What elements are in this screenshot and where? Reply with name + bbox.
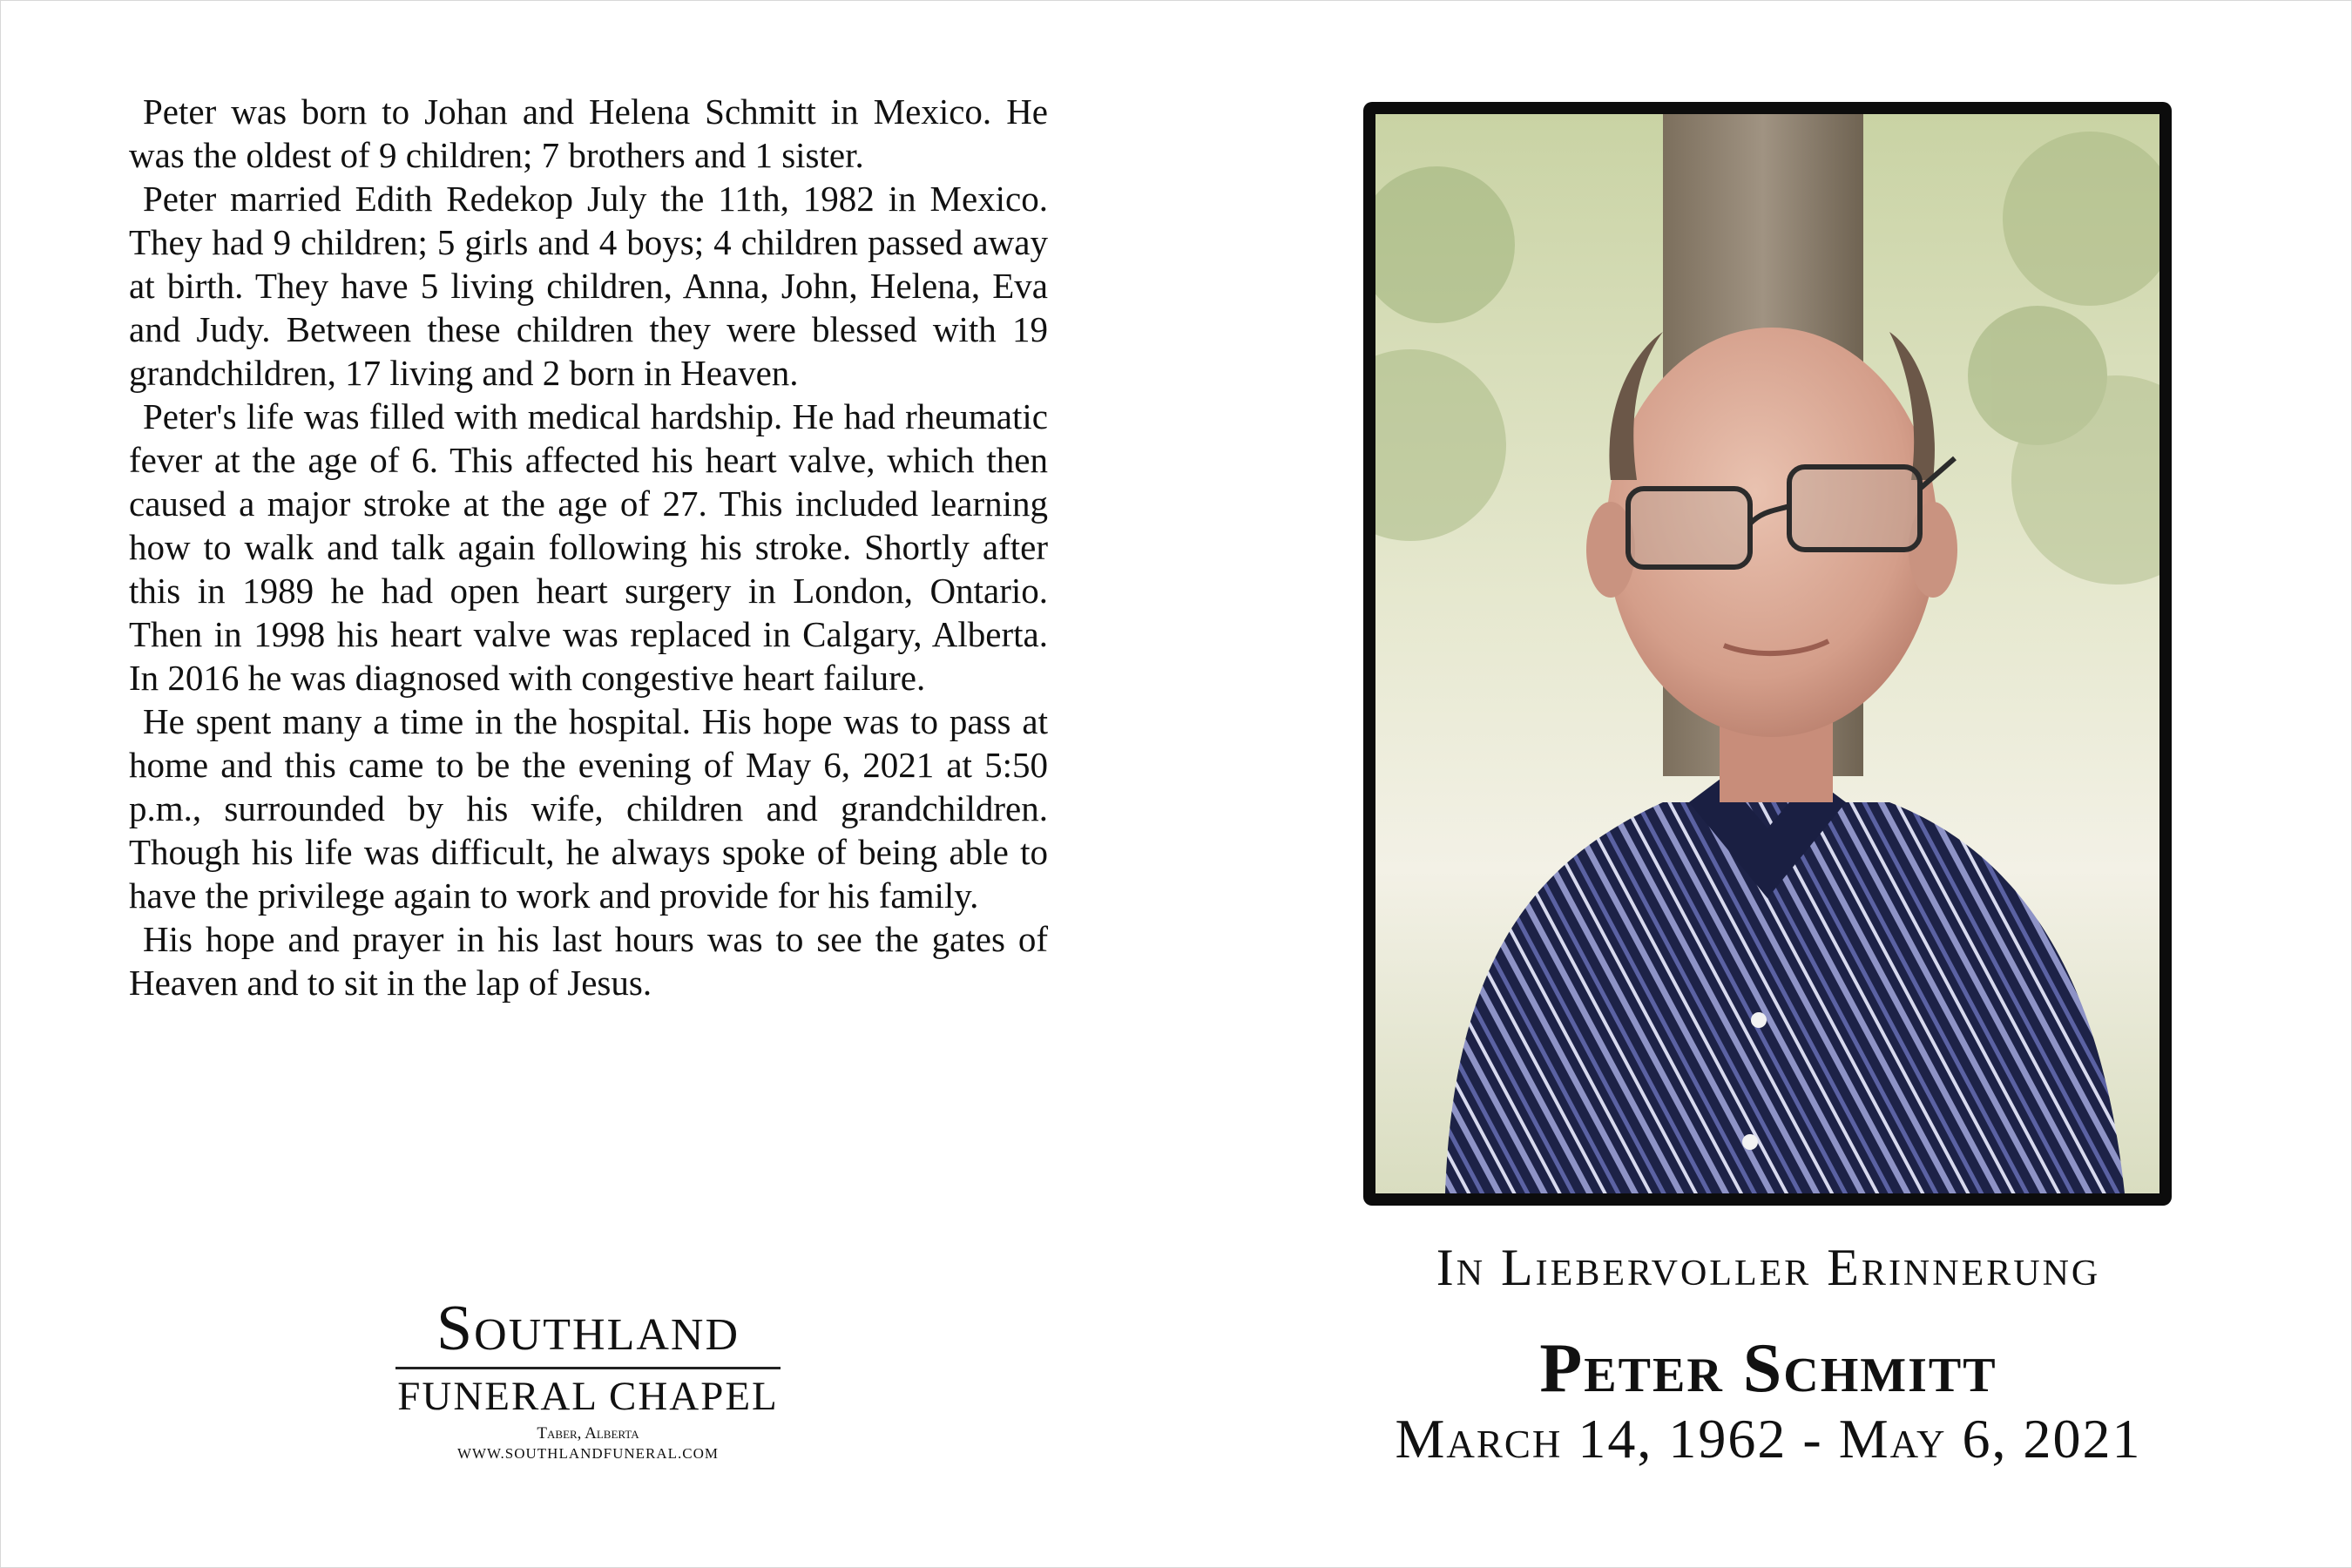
funeral-home-logo — [383, 1294, 793, 1463]
deceased-name: Peter Schmitt — [1539, 1330, 1997, 1407]
funeral-home-name: Southland — [436, 1293, 740, 1364]
obituary-paragraph: Peter married Edith Redekop July the 11th, 1982 in Mexico. They had 9 children; 5 girls and 4 boys; 4 children passed away at birth. They have 5 living children, Anna, John, Helena, Eva and Judy. Between these children they were blessed with 19 grandchildren, 17 living and 2 born in Heaven. — [129, 179, 1048, 393]
memorial-heading: In Liebervoller Erinnerung — [1436, 1239, 2101, 1296]
portrait-frame — [1363, 102, 2172, 1206]
obituary-paragraph: He spent many a time in the hospital. His hope was to pass at home and this came to be the evening of May 6, 2021 at 5:50 p.m., surrounded by his wife, children and grandchildren. Though his life was difficult, he always spoke of being able to have the privilege again to work and provide for his family. — [129, 701, 1048, 916]
obituary-paragraph: His hope and prayer in his last hours was to see the gates of Heaven and to sit in the lap of Jesus. — [129, 919, 1048, 1003]
obituary-text — [129, 90, 1048, 1004]
funeral-home-subtitle: FUNERAL CHAPEL — [397, 1374, 779, 1419]
obituary-paragraph: Peter was born to Johan and Helena Schmitt in Mexico. He was the oldest of 9 children; 7 brothers and 1 sister. — [129, 91, 1048, 175]
logo-divider — [395, 1367, 781, 1369]
life-dates: March 14, 1962 - May 6, 2021 — [1395, 1408, 2142, 1470]
portrait-photo — [1375, 114, 2159, 1193]
funeral-home-location: Taber, Alberta — [537, 1424, 639, 1443]
memorial-block — [1307, 1237, 2230, 1470]
portrait-illustration — [1375, 114, 2159, 1193]
obituary-paragraph: Peter's life was filled with medical hardship. He had rheumatic fever at the age of 6. This affected his heart valve, which then caused a major stroke at the age of 27. This included learning how to walk and talk again following his stroke. Shortly after this in 1989 he had open heart surgery in London, Ontario. Then in 1998 his heart valve was replaced in Calgary, Alberta. In 2016 he was diagnosed with congestive heart failure. — [129, 396, 1048, 698]
funeral-home-website: WWW.SOUTHLANDFUNERAL.COM — [456, 1445, 720, 1462]
